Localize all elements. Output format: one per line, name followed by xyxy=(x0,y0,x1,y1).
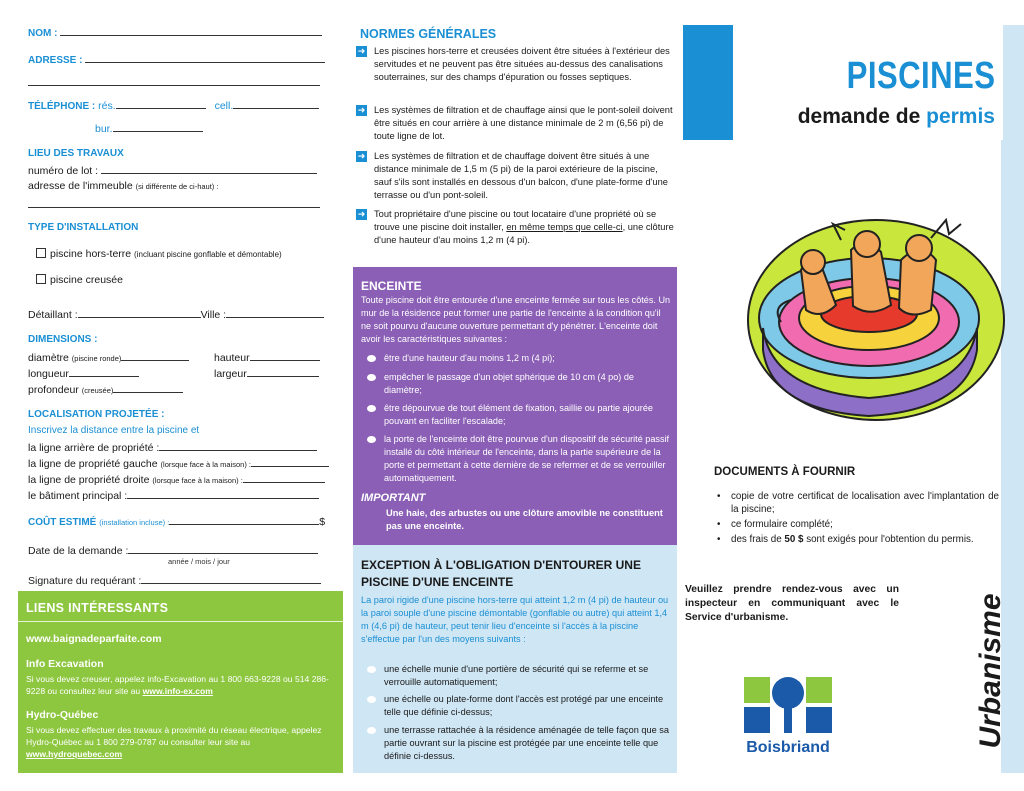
res-label: rés. xyxy=(98,100,116,112)
gauche-field[interactable] xyxy=(251,457,329,467)
creusee-row xyxy=(36,274,123,286)
immeuble-label: adresse de l'immeuble xyxy=(28,180,133,192)
arriere-row xyxy=(28,441,317,454)
largeur-label: largeur xyxy=(214,368,247,380)
droite-note: (lorsque face à la maison) : xyxy=(152,476,243,485)
batiment-label: le bâtiment principal : xyxy=(28,490,128,502)
exception-item-3 xyxy=(367,724,671,763)
detaillant-field[interactable] xyxy=(78,308,201,318)
signature-label: Signature du requérant : xyxy=(28,575,142,587)
diametre-row xyxy=(28,351,189,364)
logo-name: Boisbriand xyxy=(746,739,830,756)
telephone-row xyxy=(28,99,319,112)
arrow-icon: ➜ xyxy=(357,151,366,161)
nom-field[interactable] xyxy=(60,26,322,36)
links-title: LIENS INTÉRESSANTS xyxy=(26,601,169,615)
localisation-sub: Inscrivez la distance entre la piscine et xyxy=(28,425,200,436)
creusee-checkbox[interactable] xyxy=(36,274,46,284)
documents-text-3a: des frais de xyxy=(731,534,782,545)
normes-text-4a: Tout propriétaire d'une piscine ou tout locataire d'une propriété où se trouve une piscine doit installer, xyxy=(374,209,657,232)
excavation-link[interactable]: www.info-ex.com xyxy=(142,686,213,696)
lot-field[interactable] xyxy=(101,164,317,174)
important-title: IMPORTANT xyxy=(361,492,426,504)
hors-terre-checkbox[interactable] xyxy=(36,248,46,258)
immeuble-field[interactable] xyxy=(28,198,320,208)
exception-item-2 xyxy=(367,693,671,719)
localisation-heading: LOCALISATION PROJETÉE : xyxy=(28,409,165,420)
form-column xyxy=(0,0,343,791)
signature-field[interactable] xyxy=(141,574,321,584)
normes-text-1: Les piscines hors-terre et creusées doivent être situées à l'extérieur des servitudes et ne peuvent pas être situées au-dessus des canalisations souterraines, sur des champs d'épuration ou fosses septiques. xyxy=(374,46,670,82)
enceinte-panel xyxy=(353,267,677,545)
hors-terre-note: (incluant piscine gonflable et démontable) xyxy=(134,250,282,259)
normes-item-3 xyxy=(356,150,674,202)
hauteur-field[interactable] xyxy=(250,351,320,361)
hauteur-label: hauteur xyxy=(214,352,250,364)
batiment-row xyxy=(28,489,319,502)
bullet-icon: • xyxy=(717,491,721,502)
arrow-icon: ➜ xyxy=(357,105,366,115)
immeuble-row xyxy=(28,180,218,192)
bur-label: bur. xyxy=(95,123,113,135)
title-block xyxy=(733,25,1003,140)
department-text: Urbanisme xyxy=(974,593,1007,749)
subtitle-part-2: permis xyxy=(926,105,995,128)
arriere-field[interactable] xyxy=(159,441,317,451)
exception-text-2: une échelle ou plate-forme dont l'accès est protégé par une enceinte telle que définie ci-dessus; xyxy=(384,694,664,717)
date-row xyxy=(28,544,318,557)
normes-title: NORMES GÉNÉRALES xyxy=(360,27,497,41)
normes-text-4b: en même temps que celle-ci xyxy=(506,222,623,232)
appointment-note: Veuillez prendre rendez-vous avec un inspecteur en communiquant avec le Service d'urbanisme. xyxy=(685,584,899,623)
normes-item-4 xyxy=(356,208,674,247)
enceinte-item-1 xyxy=(367,352,671,365)
boisbriand-logo xyxy=(740,675,836,757)
cout-heading: COÛT ESTIMÉ xyxy=(28,517,97,528)
arriere-label: la ligne arrière de propriété : xyxy=(28,442,160,454)
exception-text-3: une terrasse rattachée à la résidence aménagée de telle façon que sa partie ouvrant sur la piscine est protégée par une enceinte telle que définie ci-dessus. xyxy=(384,725,670,761)
bullet-icon xyxy=(367,666,376,673)
exception-item-1 xyxy=(367,663,671,689)
creusee-label: piscine creusée xyxy=(50,274,123,286)
enceinte-text-4: la porte de l'enceinte doit être pourvue d'un dispositif de sécurité passif installé du côté intérieur de l'enceinte, dans la partie supérieure de la porte et permettant à cette dernière de se refermer et de se verrouiller automatiquement. xyxy=(384,434,670,483)
hydro-text xyxy=(26,724,338,760)
telephone-label: TÉLÉPHONE : xyxy=(28,101,96,112)
hydro-title: Hydro-Québec xyxy=(26,709,99,721)
profondeur-label: profondeur xyxy=(28,384,79,396)
longueur-field[interactable] xyxy=(69,367,139,377)
arrow-icon: ➜ xyxy=(357,209,366,219)
enceinte-title: ENCEINTE xyxy=(361,279,422,293)
documents-item-3 xyxy=(717,533,999,546)
documents-text-1: copie de votre certificat de localisation avec l'implantation de la piscine; xyxy=(731,491,999,515)
immeuble-row-2 xyxy=(28,198,320,211)
adresse-label: ADRESSE : xyxy=(28,55,83,66)
documents-item-2 xyxy=(717,518,999,531)
department-label xyxy=(969,594,1013,748)
normes-text-4c: , une clôture d'une hauteur d'au moins 1,2 m (4 pi). xyxy=(374,222,674,245)
immeuble-note: (si différente de ci-haut) : xyxy=(135,182,219,191)
adresse-row-2 xyxy=(28,76,320,89)
detaillant-label: Détaillant : xyxy=(28,309,78,321)
pool-illustration-icon xyxy=(741,210,1006,430)
bullet-icon: • xyxy=(717,519,721,530)
exception-panel xyxy=(353,545,677,773)
rules-column xyxy=(350,0,677,791)
enceinte-item-3 xyxy=(367,402,671,428)
ville-label: Ville : xyxy=(200,309,227,321)
page-title: PISCINES xyxy=(846,55,995,97)
hydro-link[interactable]: www.hydroquebec.com xyxy=(26,749,123,759)
enceinte-text-1: être d'une hauteur d'au moins 1,2 m (4 pi); xyxy=(384,353,555,363)
profondeur-row xyxy=(28,383,183,396)
links-divider xyxy=(18,621,343,622)
documents-fee: 50 $ xyxy=(784,534,804,545)
lot-row xyxy=(28,164,317,177)
arrow-icon: ➜ xyxy=(357,46,366,56)
excavation-text xyxy=(26,673,338,697)
largeur-row xyxy=(214,367,319,380)
date-field[interactable] xyxy=(128,544,318,554)
enceinte-text-2: empêcher le passage d'un objet sphérique de 10 cm (4 po) de diamètre; xyxy=(384,372,634,395)
normes-item-1 xyxy=(356,45,674,84)
hors-terre-row xyxy=(36,248,282,260)
gauche-label: la ligne de propriété gauche xyxy=(28,458,158,470)
baignade-link[interactable]: www.baignadeparfaite.com xyxy=(26,633,162,645)
documents-item-1 xyxy=(717,490,999,516)
longueur-row xyxy=(28,367,139,380)
tree-logo-icon xyxy=(740,675,836,737)
normes-item-2 xyxy=(356,104,674,143)
profondeur-field[interactable] xyxy=(113,383,183,393)
largeur-field[interactable] xyxy=(247,367,319,377)
enceinte-item-4 xyxy=(367,433,671,485)
type-heading: TYPE D'INSTALLATION xyxy=(28,222,139,233)
adresse-row xyxy=(28,53,325,66)
bur-row xyxy=(95,122,203,135)
normes-text-2: Les systèmes de filtration et de chauffage ainsi que le pont-soleil doivent être situés en cour arrière à une distance minimale de 2 m (6,56 pi) de toute ligne de lot. xyxy=(374,105,673,141)
adresse-field[interactable] xyxy=(85,53,325,63)
droite-label: la ligne de propriété droite xyxy=(28,474,150,486)
bullet-icon xyxy=(367,696,376,703)
lieu-heading: LIEU DES TRAVAUX xyxy=(28,148,124,159)
res-field[interactable] xyxy=(116,99,206,109)
diametre-label: diamètre xyxy=(28,352,69,364)
enceinte-text-3: être dépourvue de tout élément de fixation, saillie ou partie ajourée pouvant en faciliter l'escalade; xyxy=(384,403,653,426)
batiment-field[interactable] xyxy=(127,489,319,499)
excavation-title: Info Excavation xyxy=(26,658,104,670)
documents-title: DOCUMENTS À FOURNIR xyxy=(714,466,856,478)
signature-row xyxy=(28,574,321,587)
diametre-note: (piscine ronde) xyxy=(71,354,122,363)
bullet-icon xyxy=(367,374,376,381)
detaillant-row xyxy=(28,308,324,321)
exception-title: EXCEPTION À L'OBLIGATION D'ENTOURER UNE PISCINE D'UNE ENCEINTE xyxy=(361,558,641,589)
page-subtitle xyxy=(798,105,995,129)
date-label: Date de la demande : xyxy=(28,545,129,557)
cout-field[interactable] xyxy=(169,515,319,525)
normes-text-3: Les systèmes de filtration et de chauffage doivent être situés à une distance minimale de 1,5 m (5 pi) de la paroi extérieure de la piscine, sauf s'ils sont installés en dessous d'un balcon, d'une plate-forme d'une terrasse ou d'un pont-soleil. xyxy=(374,151,668,200)
cout-note: (installation incluse) : xyxy=(99,518,170,527)
enceinte-intro: Toute piscine doit être entourée d'une enceinte fermée sur tous les côtés. Un mur de la résidence peut former une partie de l'enceinte à la condition qu'il ne soit pourvu d'aucune ouverture permettant d'y pénétrer. L'enceinte doit avoir les caractéristiques suivantes : xyxy=(361,295,671,344)
gauche-row xyxy=(28,457,329,470)
droite-field[interactable] xyxy=(243,473,325,483)
documents-text-2: ce formulaire complété; xyxy=(731,519,833,530)
normes-text-4 xyxy=(356,208,674,247)
profondeur-note: (creusée) xyxy=(81,386,114,395)
cell-label: cell. xyxy=(214,100,234,112)
nom-label: NOM : xyxy=(28,28,58,39)
bullet-icon: • xyxy=(717,534,721,545)
bullet-icon xyxy=(367,405,376,412)
dimensions-heading: DIMENSIONS : xyxy=(28,334,98,345)
hydro-body: Si vous devez effectuer des travaux à proximité du réseau électrique, appelez Hydro-Québec au 1 800 279-0787 ou consulter leur site au xyxy=(26,725,322,747)
hauteur-row xyxy=(214,351,320,364)
cover-column xyxy=(681,0,1024,791)
cell-field[interactable] xyxy=(233,99,319,109)
cout-row xyxy=(28,515,325,528)
hors-terre-label: piscine hors-terre xyxy=(50,248,132,260)
date-format: année / mois / jour xyxy=(168,557,230,566)
adresse-field-2[interactable] xyxy=(28,76,320,86)
important-text: Une haie, des arbustes ou une clôture amovible ne constituent pas une enceinte. xyxy=(386,508,663,531)
bullet-icon xyxy=(367,355,376,362)
documents-list xyxy=(717,490,999,548)
droite-row xyxy=(28,473,325,486)
ville-field[interactable] xyxy=(226,308,324,318)
nom-row xyxy=(28,26,322,39)
excavation-body: Si vous devez creuser, appelez info-Excavation au 1 800 663-9228 ou 514 286-9228 ou consultez leur site au xyxy=(26,674,329,696)
enceinte-item-2 xyxy=(367,371,671,397)
bullet-icon xyxy=(367,436,376,443)
subtitle-part-1: demande de xyxy=(797,105,921,128)
documents-text-3c: sont exigés pour l'obtention du permis. xyxy=(806,534,974,545)
links-panel xyxy=(18,591,343,773)
dollar-sign: $ xyxy=(319,516,326,528)
bur-field[interactable] xyxy=(113,122,203,132)
diametre-field[interactable] xyxy=(121,351,189,361)
exception-intro: La paroi rigide d'une piscine hors-terre qui atteint 1,2 m (4 pi) de hauteur ou la paroi souple d'une piscine démontable (gonflable ou autre) qui atteint 1,4 m (4,6 pi) de hauteur, peut tenir lieu d'enceinte si l'accès à la piscine s'effectue par l'un des moyens suivants : xyxy=(361,595,669,644)
longueur-label: longueur xyxy=(28,368,69,380)
lot-label: numéro de lot : xyxy=(28,165,99,177)
gauche-note: (lorsque face à la maison) : xyxy=(160,460,251,469)
bullet-icon xyxy=(367,727,376,734)
exception-text-1: une échelle munie d'une portière de sécurité qui se referme et se verrouille automatiquement; xyxy=(384,664,649,687)
